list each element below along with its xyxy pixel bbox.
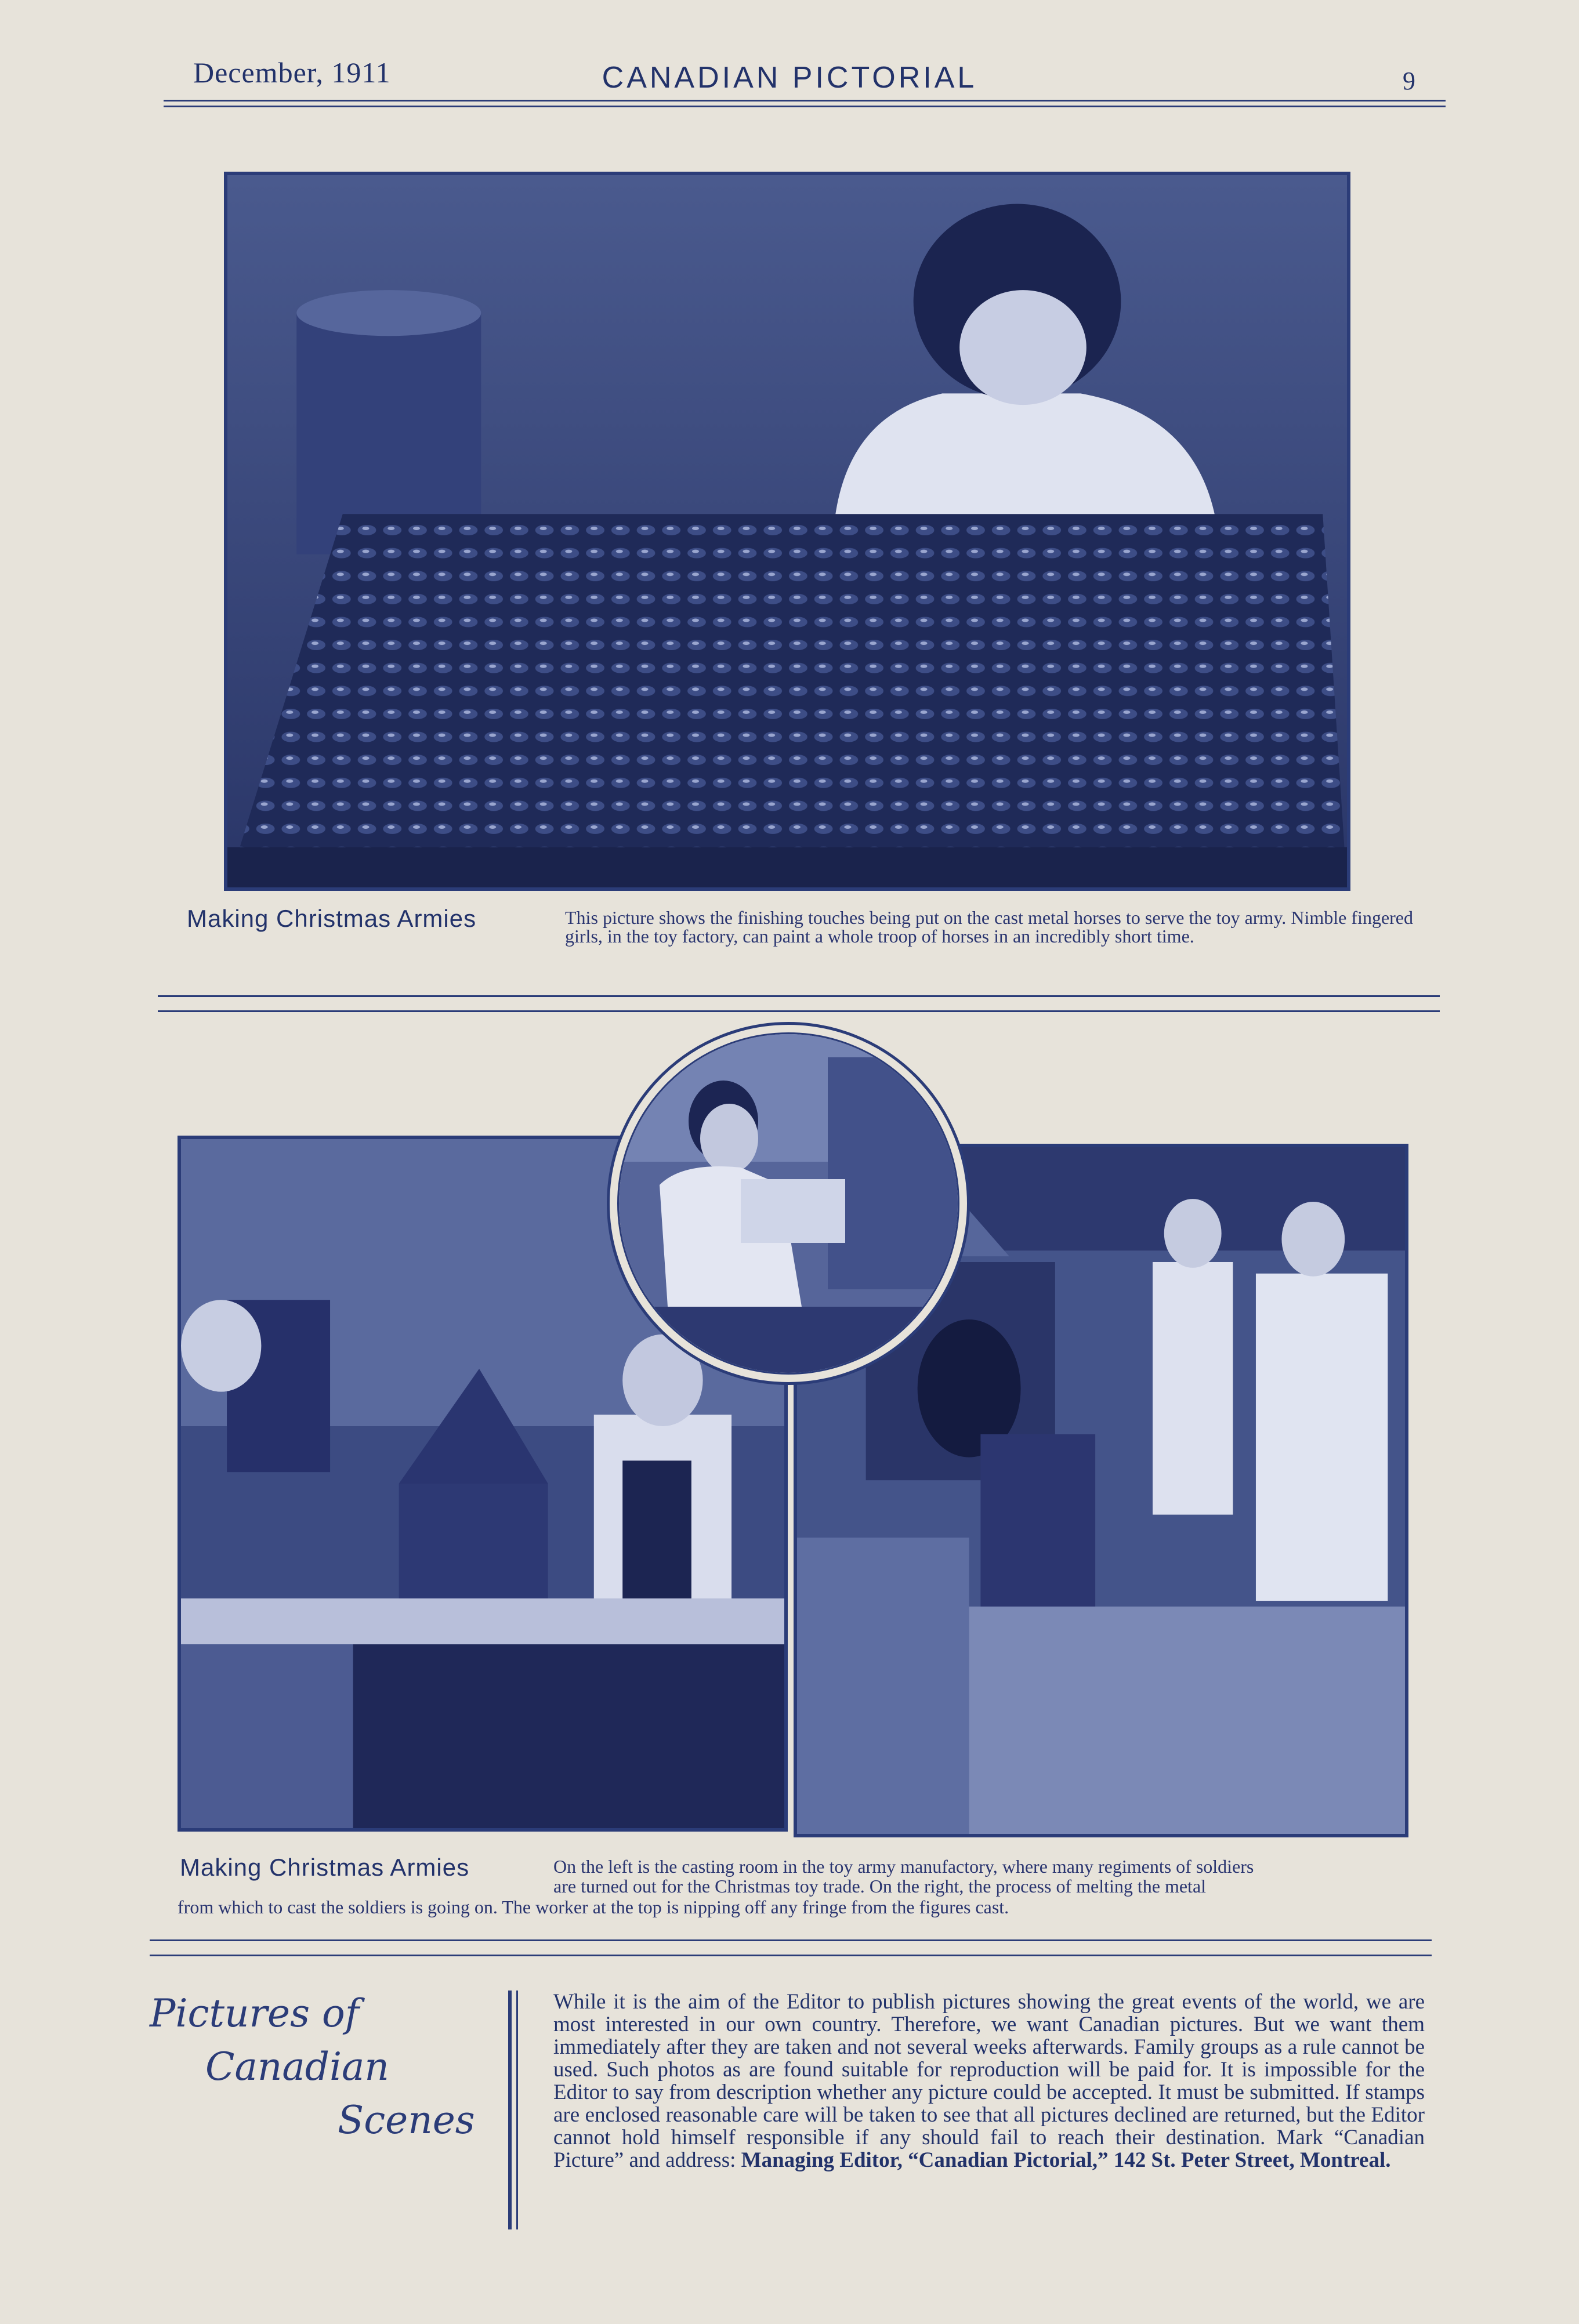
bottom-caption-line-3: from which to cast the soldiers is going on. The worker at the top is nipping off any fringe from the figures cast. (178, 1897, 1009, 1917)
header-rule-top (164, 100, 1446, 101)
top-caption-text: This picture shows the finishing touches being put on the cast metal horses to serve the toy army. Nimble fingered girls, in the toy factory, can paint a whole troop of horses in an incredibly short time. (565, 907, 1413, 947)
bottom-caption-line-1: On the left is the casting room in the toy army manufactory, where many regiments of soldiers (553, 1856, 1254, 1877)
section-rule-2b (150, 1955, 1432, 1956)
photo-painting-toy-horses (224, 172, 1350, 891)
bottom-caption-title: Making Christmas Armies (180, 1854, 470, 1881)
section-rule-1b (158, 1010, 1440, 1012)
editor-notice-address: Managing Editor, “Canadian Pictorial,” 142 St. Peter Street, Montreal. (741, 2148, 1391, 2172)
bottom-caption-line-2: are turned out for the Christmas toy trade. On the right, the process of melting the metal (553, 1876, 1207, 1897)
issue-date: December, 1911 (193, 56, 391, 89)
page-number: 9 (1403, 67, 1415, 95)
publication-title: CANADIAN PICTORIAL (602, 61, 977, 95)
notice-heading-line-3: Scenes (338, 2098, 475, 2142)
photo-worker-nipping-fringe (617, 1032, 959, 1375)
notice-heading-line-1: Pictures of (150, 1991, 360, 2036)
section-rule-1a (158, 995, 1440, 997)
editor-notice-text (553, 1991, 1425, 2171)
notice-divider-thick (508, 1991, 512, 2229)
top-caption-title: Making Christmas Armies (187, 905, 477, 932)
section-rule-2a (150, 1939, 1432, 1941)
notice-heading-line-2: Canadian (205, 2044, 389, 2089)
editor-notice-body: While it is the aim of the Editor to publish pictures showing the great events of the world, we are most interested in our own country. Therefore, we want Canadian pictures. But we want them immediately after they are taken and not several weeks afterwards. Family groups as a rule cannot be used. Such photos as are found suitable for reproduction will be paid for. It is impossible for the Editor to say from description whether any picture could be accepted. It must be submitted. If stamps are enclosed reasonable care will be taken to see that all pictures declined are returned, but the Editor cannot hold himself responsible if any should fail to reach their destination. Mark “Canadian Picture” and address: (553, 1990, 1425, 2172)
notice-divider-thin (516, 1991, 518, 2229)
header-rule-bottom (164, 106, 1446, 107)
